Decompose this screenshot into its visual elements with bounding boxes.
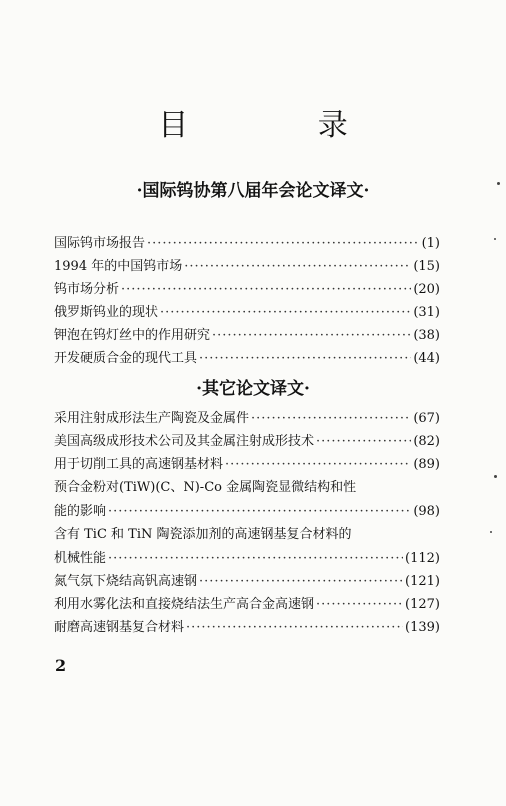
toc-list-section-2 <box>54 407 440 639</box>
toc-leader-dots <box>184 255 411 278</box>
toc-entry-page: (112) <box>405 551 440 566</box>
toc-entry-line-2 <box>54 500 440 523</box>
scan-speck <box>494 238 496 240</box>
toc-leader-dots <box>121 278 411 301</box>
toc-entry-page: (44) <box>413 351 440 366</box>
toc-leader-dots <box>316 430 411 453</box>
toc-entry-page: (31) <box>413 305 440 320</box>
toc-entry-page: (127) <box>405 597 440 612</box>
toc-entry-page: (139) <box>405 620 440 635</box>
toc-entry-title-continued: 机械性能 <box>54 551 107 566</box>
toc-entry <box>54 278 440 301</box>
toc-entry-title: 含有 TiC 和 TiN 陶瓷添加剂的高速钢基复合材料的 <box>54 527 352 542</box>
toc-entry-title-continued: 能的影响 <box>54 504 107 519</box>
toc-leader-dots <box>199 570 403 593</box>
scan-speck <box>497 182 500 185</box>
toc-entry-title: 国际钨市场报告 <box>54 236 146 251</box>
section-title-other-papers: ·其它论文译文· <box>196 379 310 399</box>
toc-entry <box>54 407 440 430</box>
toc-entry-page: (1) <box>421 236 440 251</box>
contents-title: 目 录 <box>158 108 408 143</box>
toc-leader-dots <box>160 301 411 324</box>
toc-entry-title: 预合金粉对(TiW)(C、N)-Co 金属陶瓷显微结构和性 <box>54 480 357 495</box>
toc-entry-page: (67) <box>413 411 440 426</box>
toc-leader-dots <box>186 616 403 639</box>
toc-entry-page: (82) <box>413 434 440 449</box>
toc-entry-page: (38) <box>413 328 440 343</box>
toc-entry <box>54 430 440 453</box>
toc-entry-title: 氮气氛下烧结高钒高速钢 <box>54 574 198 589</box>
toc-leader-dots <box>225 453 411 476</box>
toc-entry <box>54 347 440 370</box>
toc-entry-line-1 <box>54 476 440 500</box>
toc-list-section-1 <box>54 232 440 370</box>
toc-leader-dots <box>108 500 411 523</box>
toc-leader-dots <box>316 593 403 616</box>
page-number: 2 <box>55 656 67 675</box>
scan-speck <box>494 475 497 478</box>
toc-leader-dots <box>147 232 420 255</box>
toc-entry-title: 用于切削工具的高速钢基材料 <box>54 457 224 472</box>
toc-entry-title: 采用注射成形法生产陶瓷及金属件 <box>54 411 250 426</box>
toc-entry <box>54 324 440 347</box>
toc-entry-title: 利用水雾化法和直接烧结法生产高合金高速钢 <box>54 597 315 612</box>
toc-entry-page: (98) <box>413 504 440 519</box>
toc-entry-line-2 <box>54 547 440 570</box>
toc-leader-dots <box>199 347 411 370</box>
toc-entry-page: (15) <box>413 259 440 274</box>
toc-entry <box>54 232 440 255</box>
toc-entry-title: 钾泡在钨灯丝中的作用研究 <box>54 328 211 343</box>
toc-entry-page: (121) <box>405 574 440 589</box>
toc-entry-title: 开发硬质合金的现代工具 <box>54 351 198 366</box>
toc-entry <box>54 570 440 593</box>
toc-leader-dots <box>212 324 411 347</box>
toc-entry <box>54 255 440 278</box>
toc-entry-title: 耐磨高速钢基复合材料 <box>54 620 185 635</box>
toc-leader-dots <box>251 407 411 430</box>
toc-entry <box>54 453 440 476</box>
section-title-tungsten-association: ·国际钨协第八届年会论文译文· <box>136 181 370 201</box>
toc-entry-title: 钨市场分析 <box>54 282 120 297</box>
toc-entry-title: 美国高级成形技术公司及其金属注射成形技术 <box>54 434 315 449</box>
toc-leader-dots <box>108 547 403 570</box>
toc-entry-title: 俄罗斯钨业的现状 <box>54 305 159 320</box>
toc-entry <box>54 593 440 616</box>
scan-speck <box>490 531 492 533</box>
toc-entry <box>54 616 440 639</box>
toc-entry-page: (89) <box>413 457 440 472</box>
toc-entry-title: 1994 年的中国钨市场 <box>54 259 183 274</box>
toc-entry <box>54 301 440 324</box>
toc-entry-line-1 <box>54 523 440 547</box>
toc-entry-page: (20) <box>413 282 440 297</box>
